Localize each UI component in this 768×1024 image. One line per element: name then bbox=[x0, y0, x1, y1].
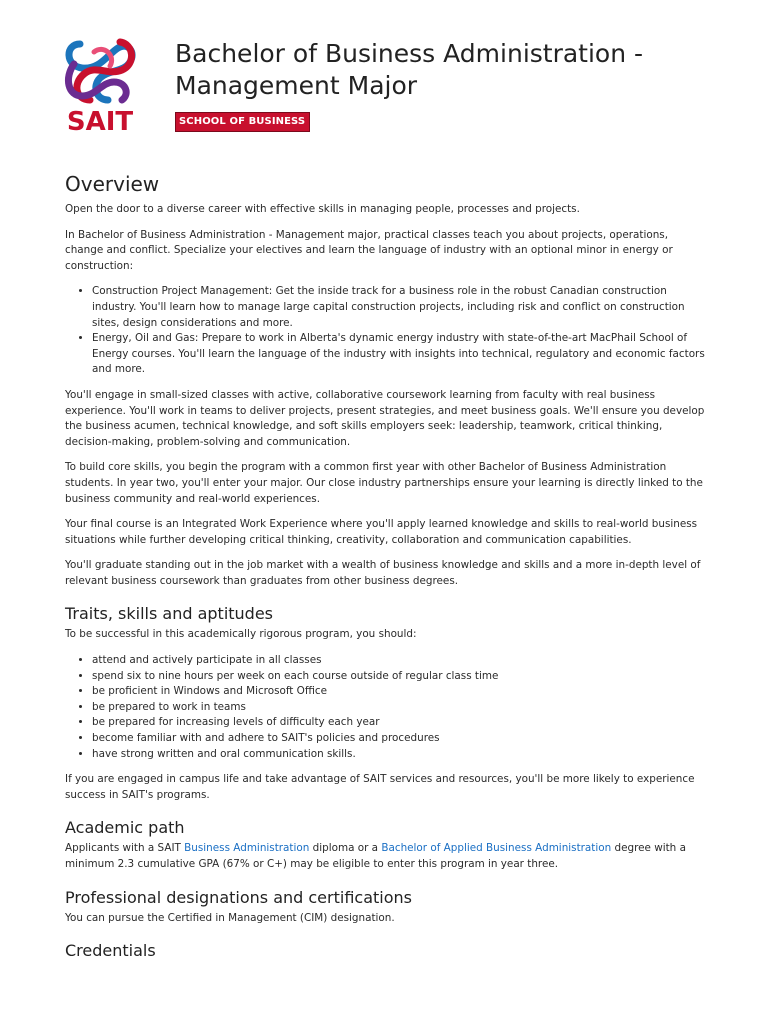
list-item: • become familiar with and adhere to SAIT's policies and procedures bbox=[92, 731, 705, 747]
logo-wordmark: SAIT bbox=[66, 107, 134, 134]
professional-designations-section bbox=[65, 887, 705, 927]
business-administration-link[interactable]: Business Administration bbox=[184, 842, 310, 855]
page-title: Bachelor of Business Administration - Management Major bbox=[175, 39, 644, 100]
overview-heading: Overview bbox=[65, 172, 160, 196]
academic-text-part: diploma or a bbox=[309, 842, 382, 855]
title-block bbox=[175, 34, 715, 132]
professional-designations-text: You can pursue the Certified in Management (CIM) designation. bbox=[65, 911, 395, 924]
academic-path-text bbox=[65, 841, 705, 872]
list-item: • have strong written and oral communication skills. bbox=[92, 747, 705, 763]
overview-paragraph: Your final course is an Integrated Work Experience where you'll apply learned knowledge and skills to real-world business situations while further developing critical thinking, creativity, collaboration and communication capabilities. bbox=[65, 518, 698, 546]
traits-list bbox=[65, 653, 705, 762]
list-item: • Energy, Oil and Gas: Prepare to work in Alberta's dynamic energy industry with state-of-the-art MacPhail School of Energy courses. You'll learn the language of the industry with insights into technical, regulatory and economic factors and more. bbox=[92, 331, 705, 378]
credentials-heading: Credentials bbox=[65, 941, 156, 961]
list-item: • be prepared to work in teams bbox=[92, 700, 705, 716]
credentials-section bbox=[65, 940, 705, 962]
traits-closing: If you are engaged in campus life and take advantage of SAIT services and resources, you'll be more likely to experience success in SAIT's programs. bbox=[65, 773, 695, 801]
overview-paragraph: In Bachelor of Business Administration - Management major, practical classes teach you about projects, operations, change and conflict. Specialize your electives and learn the language of industry with an optional minor in energy or construction: bbox=[65, 228, 673, 272]
academic-text-part: Applicants with a SAIT bbox=[65, 842, 185, 855]
minor-list bbox=[65, 284, 705, 378]
school-badge[interactable]: SCHOOL OF BUSINESS bbox=[175, 112, 310, 132]
traits-section bbox=[65, 603, 705, 803]
sait-logo-mark-icon bbox=[60, 34, 140, 134]
list-item: • attend and actively participate in all classes bbox=[92, 653, 705, 669]
academic-text-part: degree with a minimum 2.3 cumulative GPA (67% or C+) may be eligible to enter this program in year three. bbox=[65, 842, 686, 870]
sait-logo[interactable] bbox=[60, 34, 140, 134]
traits-intro: To be successful in this academically rigorous program, you should: bbox=[65, 628, 417, 641]
overview-section bbox=[65, 170, 705, 589]
academic-path-heading: Academic path bbox=[65, 818, 185, 838]
list-item: • spend six to nine hours per week on each course outside of regular class time bbox=[92, 669, 705, 685]
overview-paragraph: To build core skills, you begin the program with a common first year with other Bachelor of Business Administration students. In year two, you'll enter your major. Our close industry partnerships ensure your learning is directly linked to the business community and real-world experiences. bbox=[65, 461, 703, 505]
overview-paragraph: Open the door to a diverse career with effective skills in managing people, processes and projects. bbox=[65, 203, 580, 215]
applied-business-administration-link[interactable]: Bachelor of Applied Business Administration bbox=[381, 842, 612, 855]
overview-paragraph: You'll engage in small-sized classes with active, collaborative coursework learning from faculty with real business experience. You'll work in teams to deliver projects, present strategies, and meet business goals. We'll ensure you develop the business acumen, technical knowledge, and soft skills employers seek: leadership, teamwork, critical thinking, decision-making, problem-solving and communication. bbox=[65, 388, 705, 448]
list-item: • Construction Project Management: Get the inside track for a business role in the robust Canadian construction industry. You'll learn how to manage large capital construction projects, including risk and conflict on construction sites, design considerations and more. bbox=[92, 284, 705, 331]
main-content bbox=[65, 170, 705, 964]
overview-paragraph: You'll graduate standing out in the job market with a wealth of business knowledge and skills and a more in-depth level of relevant business coursework than graduates from other business degrees. bbox=[65, 559, 701, 587]
traits-heading: Traits, skills and aptitudes bbox=[65, 604, 274, 624]
list-item: • be prepared for increasing levels of difficulty each year bbox=[92, 715, 705, 731]
professional-designations-heading: Professional designations and certifications bbox=[65, 887, 412, 907]
page-header bbox=[60, 34, 720, 144]
list-item: • be proficient in Windows and Microsoft Office bbox=[92, 684, 705, 700]
academic-path-section bbox=[65, 817, 705, 872]
